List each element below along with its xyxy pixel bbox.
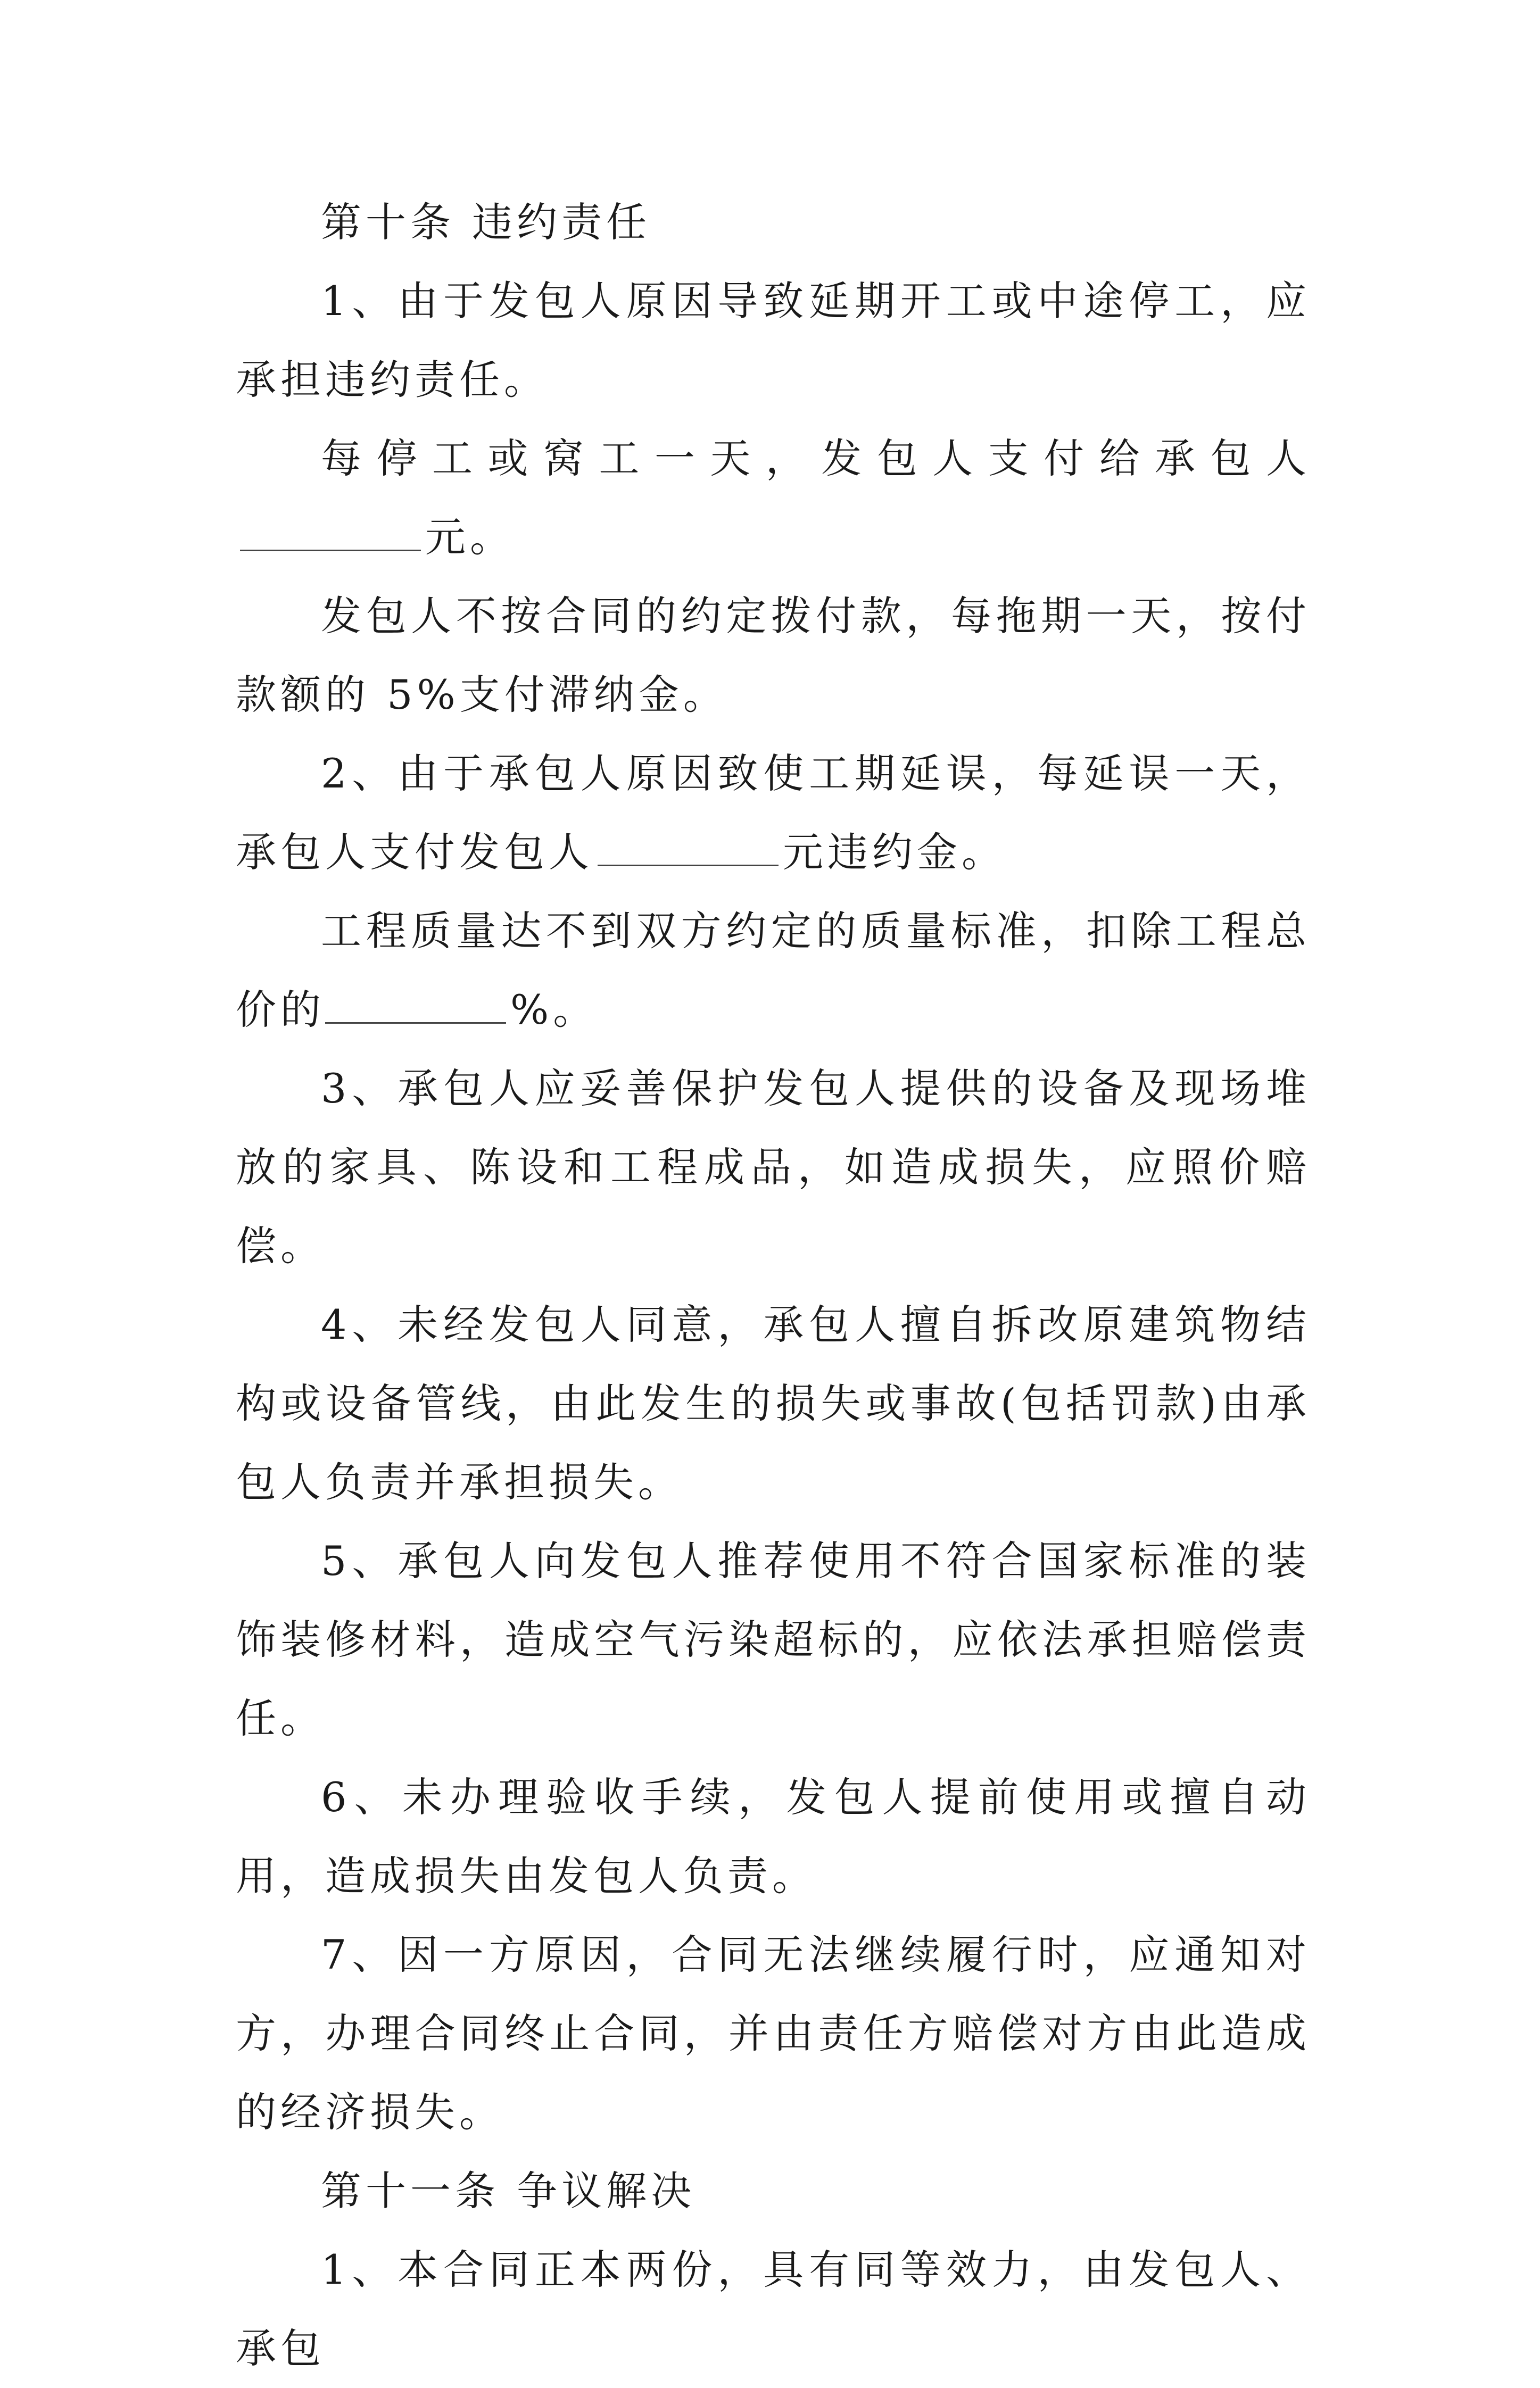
- article-10-clause-4: 4、未经发包人同意，承包人擅自拆改原建筑物结构或设备管线，由此发生的损失或事故(包括罚款)由承包人负责并承担损失。: [236, 1301, 1311, 1506]
- article-10-daily-stoppage-clause: [236, 419, 1311, 577]
- article-11-heading: 第十一条 争议解决: [321, 2167, 696, 2215]
- article-10-clause-2: [236, 734, 1311, 892]
- clause-text: 2、由于承包人原因致使工期延误，每延误一天，承包人支付发包人: [236, 750, 1311, 876]
- article-10-clause-5: 5、承包人向发包人推荐使用不符合国家标准的装饰装修材料，造成空气污染超标的，应依法承担赔偿责任。: [236, 1537, 1311, 1742]
- article-10-quality-clause: [236, 892, 1311, 1049]
- article-10-late-payment-clause: 发包人不按合同的约定拨付款，每拖期一天，按付款额的 5%支付滞纳金。: [236, 592, 1311, 718]
- clause-text: 每停工或窝工一天，发包人支付给承包人: [321, 435, 1311, 482]
- document-body: [236, 183, 1311, 2388]
- article-10-clause-7: 7、因一方原因，合同无法继续履行时，应通知对方，办理合同终止合同，并由责任方赔偿对方由此造成的经济损失。: [236, 1931, 1311, 2136]
- article-10-heading: 第十条 违约责任: [321, 198, 651, 246]
- fill-in-blank[interactable]: [240, 517, 421, 551]
- clause-text: 工程质量达不到双方约定的质量标准，扣除工程总价的: [236, 907, 1311, 1033]
- clause-text: 元。: [425, 513, 515, 561]
- article-10-clause-3: 3、承包人应妥善保护发包人提供的设备及现场堆放的家具、陈设和工程成品，如造成损失，应照价赔偿。: [236, 1065, 1311, 1270]
- article-10-clause-6: 6、未办理验收手续，发包人提前使用或擅自动用，造成损失由发包人负责。: [236, 1773, 1311, 1900]
- clause-text: %。: [510, 986, 598, 1033]
- fill-in-blank[interactable]: [325, 989, 506, 1024]
- article-10-clause-1: 1、由于发包人原因导致延期开工或中途停工，应承担违约责任。: [236, 277, 1311, 403]
- clause-text: 元违约金。: [783, 828, 1006, 876]
- article-11-clause-1: 1、本合同正本两份，具有同等效力，由发包人、承包: [236, 2246, 1311, 2372]
- fill-in-blank[interactable]: [598, 832, 779, 866]
